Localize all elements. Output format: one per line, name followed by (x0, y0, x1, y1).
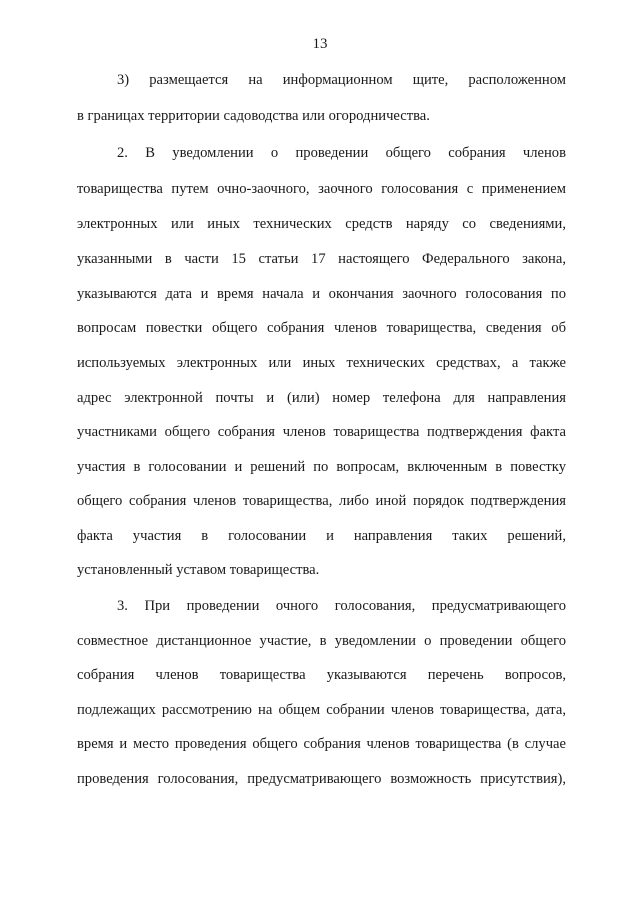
text-line: собрания членов товарищества указываются перечень вопросов, (77, 667, 566, 683)
text-line: электронных или иных технических средств наряду со сведениями, (77, 216, 566, 232)
text-line: проведения голосования, предусматривающего возможность присутствия), (77, 771, 566, 787)
text-line: участниками общего собрания членов товарищества подтверждения факта (77, 424, 566, 440)
text-line: используемых электронных или иных технических средствах, а также (77, 355, 566, 371)
text-line: установленный уставом товарищества. (77, 562, 320, 578)
text-line: в границах территории садоводства или огородничества. (77, 108, 430, 124)
text-line: подлежащих рассмотрению на общем собрании членов товарищества, дата, (77, 702, 566, 718)
text-line: вопросам повестки общего собрания членов товарищества, сведения об (77, 320, 566, 336)
text-line: 3. При проведении очного голосования, предусматривающего (117, 598, 566, 614)
text-line: 2. В уведомлении о проведении общего собрания членов (117, 145, 566, 161)
text-line: указываются дата и время начала и окончания заочного голосования по (77, 286, 566, 302)
text-line: время и место проведения общего собрания членов товарищества (в случае (77, 736, 566, 752)
text-line: 3) размещается на информационном щите, расположенном (117, 72, 566, 88)
text-line: указанными в части 15 статьи 17 настоящего Федерального закона, (77, 251, 566, 267)
text-line: участия в голосовании и решений по вопросам, включенным в повестку (77, 459, 566, 475)
page-number: 13 (312, 36, 328, 52)
text-line: факта участия в голосовании и направления таких решений, (77, 528, 566, 544)
text-line: совместное дистанционное участие, в уведомлении о проведении общего (77, 633, 566, 649)
text-line: товарищества путем очно-заочного, заочного голосования с применением (77, 181, 566, 197)
text-line: адрес электронной почты и (или) номер телефона для направления (77, 390, 566, 406)
text-line: общего собрания членов товарищества, либо иной порядок подтверждения (77, 493, 566, 509)
